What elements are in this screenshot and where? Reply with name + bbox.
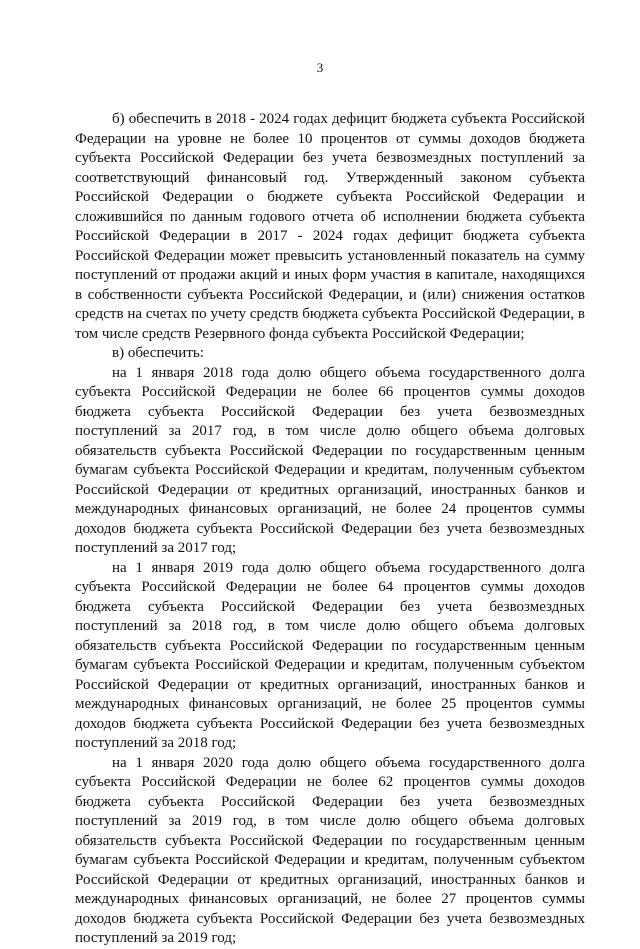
document-body [75, 110, 585, 949]
paragraph-debt-2020: на 1 января 2020 года долю общего объема государственного долга субъекта Российской Федерации не более 62 процентов суммы доходов бюджета субъекта Российской Федерации без учета безвозмездных поступлений за 2019 год, в том числе долю общего объема долговых обязательств субъекта Российской Федерации по государственным ценным бумагам субъекта Российской Федерации и кредитам, полученным субъектом Российской Федерации от кредитных организаций, иностранных банков и международных финансовых организаций, не более 27 процентов суммы доходов бюджета субъекта Российской Федерации без учета безвозмездных поступлений за 2019 год; [75, 754, 585, 946]
paragraph-debt-2018: на 1 января 2018 года долю общего объема государственного долга субъекта Российской Федерации не более 66 процентов суммы доходов бюджета субъекта Российской Федерации без учета безвозмездных поступлений за 2017 год, в том числе долю общего объема долговых обязательств субъекта Российской Федерации по государственным ценным бумагам субъекта Российской Федерации и кредитам, полученным субъектом Российской Федерации от кредитных организаций, иностранных банков и международных финансовых организаций, не более 24 процентов суммы доходов бюджета субъекта Российской Федерации без учета безвозмездных поступлений за 2017 год; [75, 364, 585, 556]
paragraph-ensure-heading: в) обеспечить: [112, 345, 204, 361]
page-number: 3 [316, 60, 324, 75]
paragraph-deficit: б) обеспечить в 2018 - 2024 годах дефицит бюджета субъекта Российской Федерации на уровне не более 10 процентов от суммы доходов бюджета субъекта Российской Федерации без учета безвозмездных поступлений за соответствующий финансовый год. Утвержденный законом субъекта Российской Федерации о бюджете субъекта Российской Федерации и сложившийся по данным годового отчета об исполнении бюджета субъекта Российской Федерации в 2017 - 2024 годах дефицит бюджета субъекта Российской Федерации может превысить установленный показатель на сумму поступлений от продажи акций и иных форм участия в капитале, находящихся в собственности субъекта Российской Федерации, и (или) снижения остатков средств на счетах по учету средств бюджета субъекта Российской Федерации, в том числе средств Резервного фонда субъекта Российской Федерации; [75, 111, 585, 342]
paragraph-debt-2019: на 1 января 2019 года долю общего объема государственного долга субъекта Российской Федерации не более 64 процентов суммы доходов бюджета субъекта Российской Федерации без учета безвозмездных поступлений за 2018 год, в том числе долю общего объема долговых обязательств субъекта Российской Федерации по государственным ценным бумагам субъекта Российской Федерации и кредитам, полученным субъектом Российской Федерации от кредитных организаций, иностранных банков и международных финансовых организаций, не более 25 процентов суммы доходов бюджета субъекта Российской Федерации без учета безвозмездных поступлений за 2018 год; [75, 559, 585, 751]
